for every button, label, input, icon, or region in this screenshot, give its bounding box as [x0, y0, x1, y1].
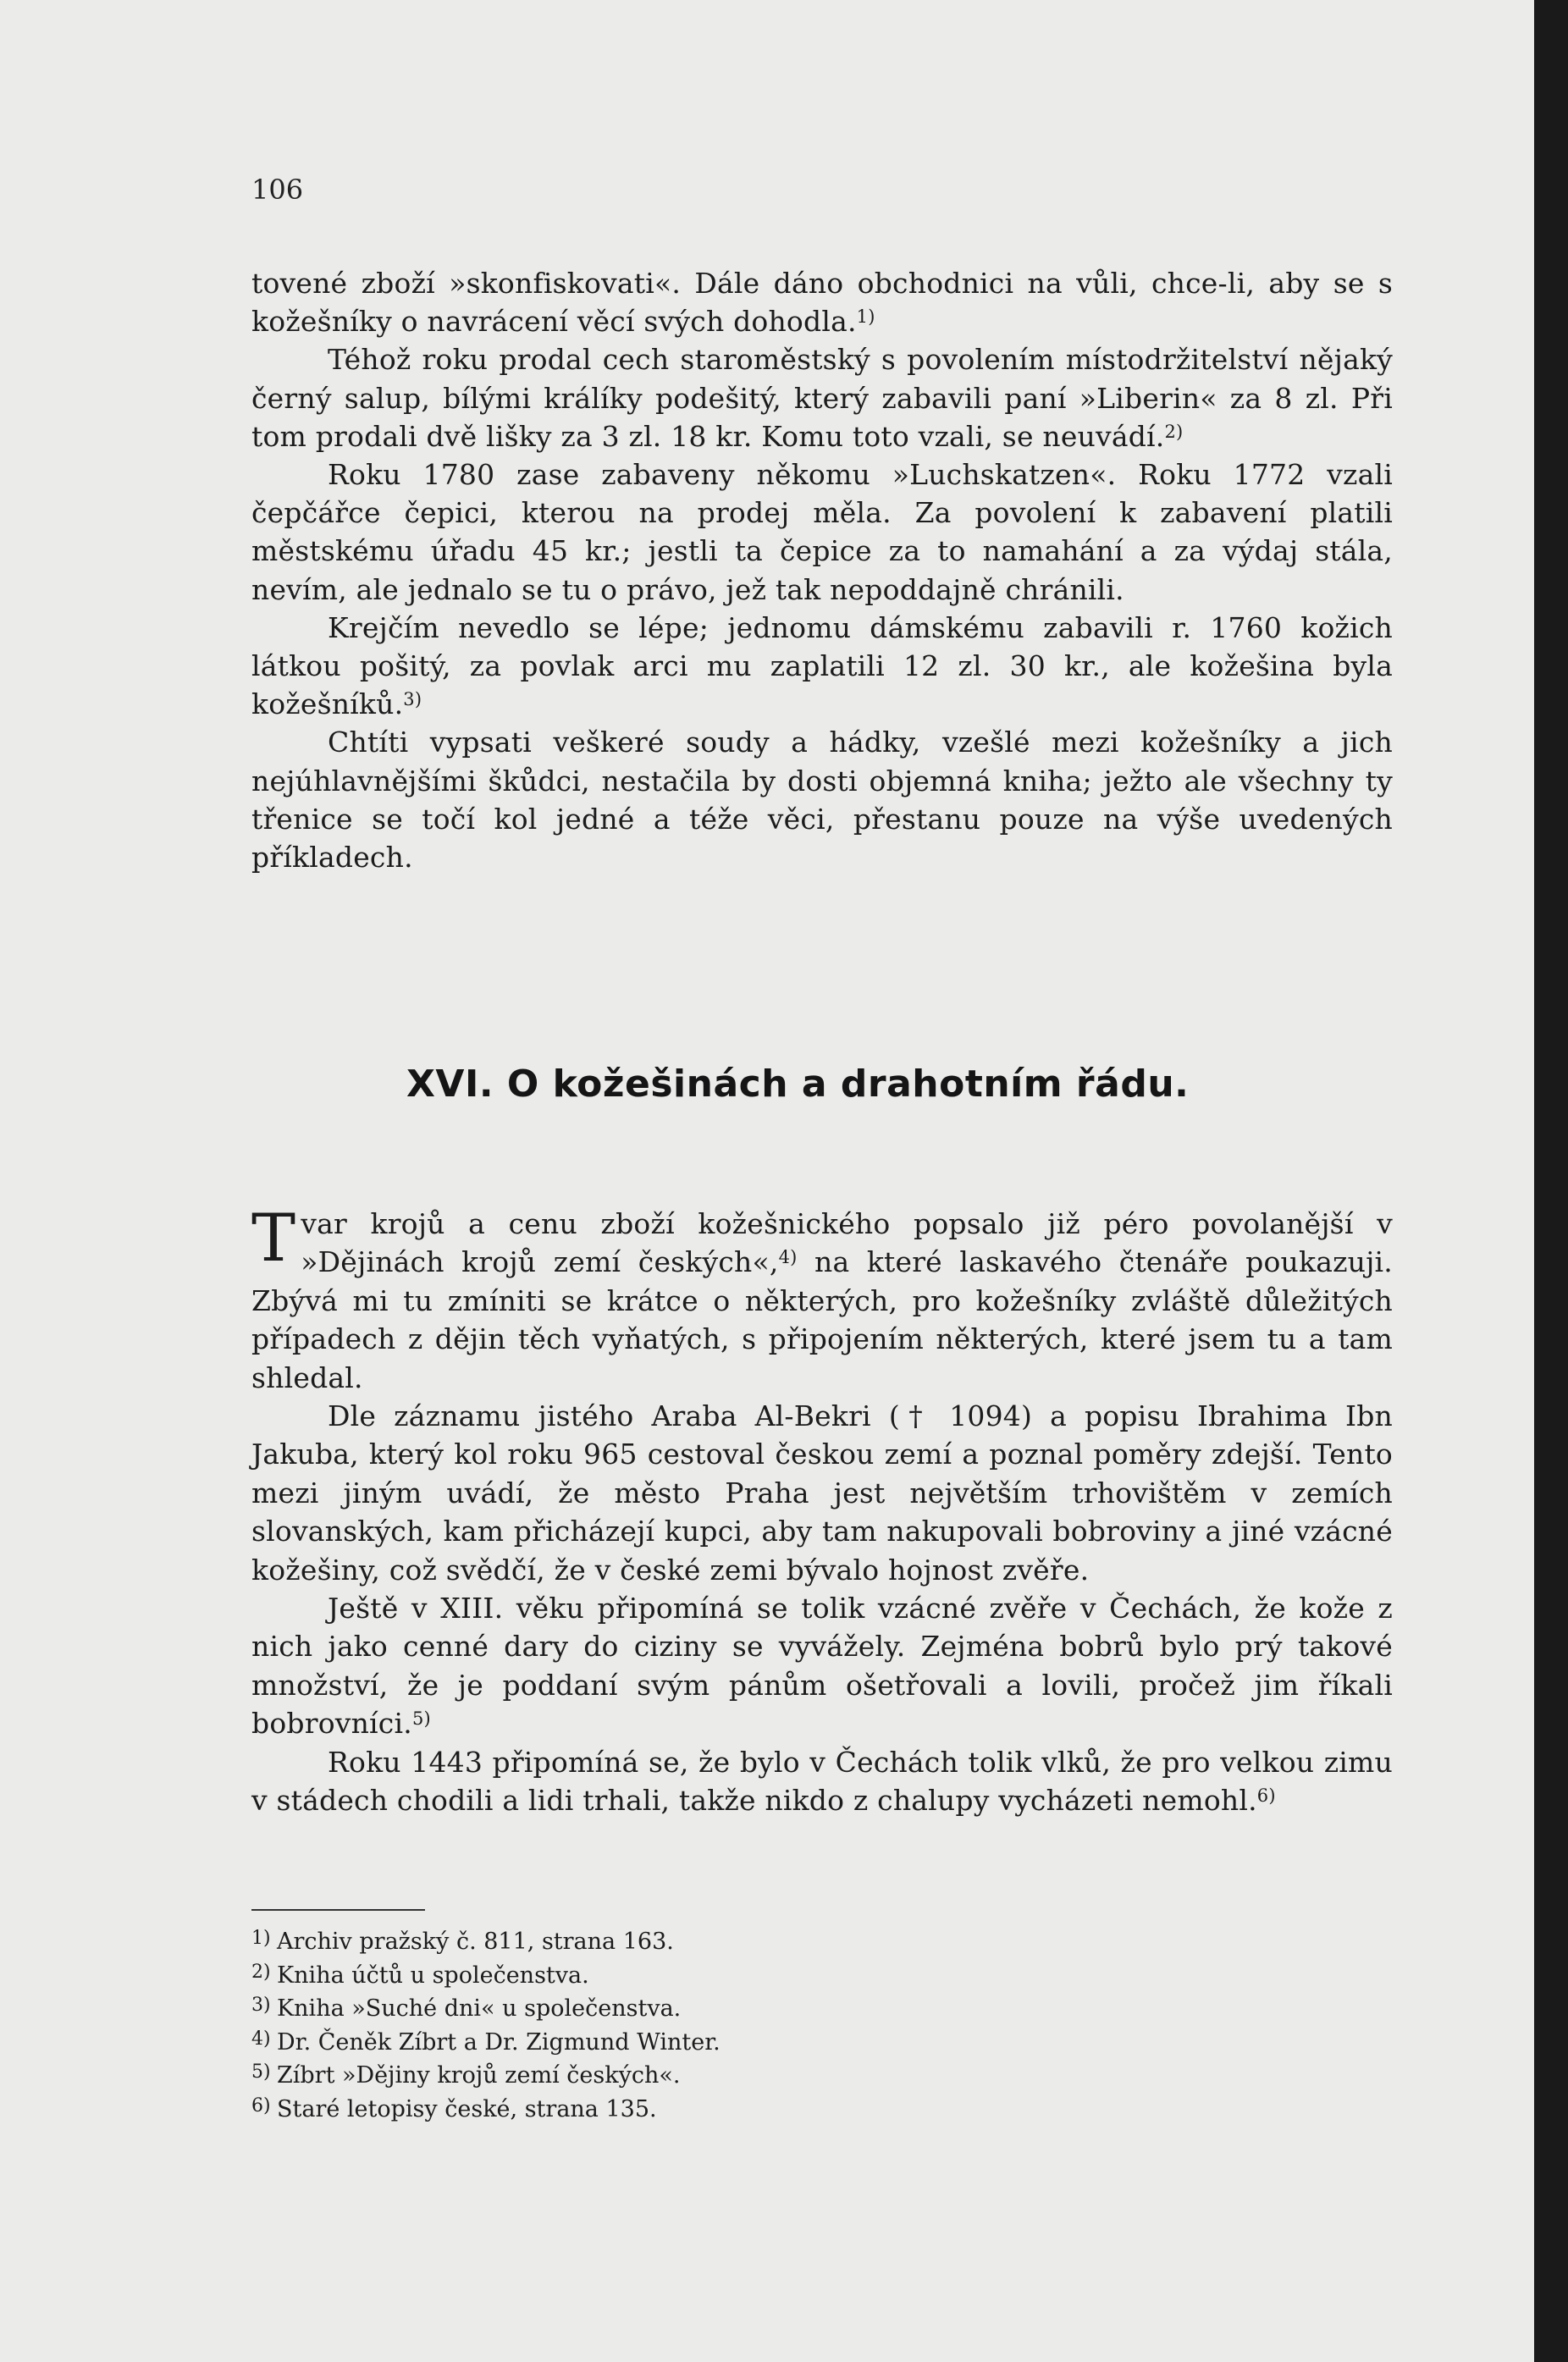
- paragraph: [251, 264, 1393, 340]
- paragraph: [251, 1743, 1393, 1820]
- paragraph-text: Téhož roku prodal cech staroměstský s povolením místodržitelství nějaký černý salup, bílými králíky podešitý, který zabavili paní »Liberin« za 8 zl. Při tom prodali dvě lišky za 3 zl. 18 kr. Komu toto vzali, se neuvádí.: [251, 343, 1393, 453]
- footnote-text: Staré letopisy české, strana 135.: [277, 2095, 657, 2122]
- footnote-text: Dr. Čeněk Zíbrt a Dr. Zigmund Winter.: [277, 2028, 721, 2056]
- footnote: [251, 1990, 1267, 2024]
- paragraph-text: Roku 1443 připomíná se, že bylo v Čechách tolik vlků, že pro velkou zimu v stádech chodili a lidi trhali, takže nikdo z chalupy vycházeti nemohl.: [251, 1745, 1393, 1818]
- page-number: 106: [251, 174, 304, 206]
- footnote-mark: 6): [251, 2094, 271, 2116]
- paragraph-text: var krojů a cenu zboží kožešnického popsalo již péro povolanější v »Dějinách krojů zemí českých«,: [301, 1207, 1393, 1279]
- paragraph: [251, 340, 1393, 455]
- chapter-text: [251, 1200, 1393, 1820]
- paragraph-text: Roku 1780 zase zabaveny někomu »Luchskatzen«. Roku 1772 vzali čepčářce čepici, kterou na prodej měla. Za povolení k zabavení platili městskému úřadu 45 kr.; jestli ta čepice za to namahání a za výdaj stála, nevím, ale jednalo se tu o právo, jež tak nepoddajně chránili.: [251, 458, 1393, 606]
- footnote: [251, 1923, 1267, 1957]
- paragraph-text: Dle záznamu jistého Araba Al-Bekri († 1094) a popisu Ibrahima Ibn Jakuba, který kol roku 965 cestoval českou zemí a poznal poměry zdejší. Tento mezi jiným uvádí, že město Praha jest největším trhovištěm v zemích slovanských, kam přicházejí kupci, aby tam nakupovali bobroviny a jiné vzácné kožešiny, což svědčí, že v české zemi bývalo hojnost zvěře.: [251, 1399, 1393, 1587]
- footnote-text: Zíbrt »Dějiny krojů zemí českých«.: [277, 2062, 681, 2089]
- paragraph-text: na které laskavého čtenáře poukazuji. Zbývá mi tu zmíniti se krátce o některých, pro kožešníky zvláště důležitých případech z dějin těch vyňatých, s připojením některých, které jsem tu a tam shledal.: [251, 1245, 1393, 1394]
- footnote-mark: 2): [251, 1961, 271, 1983]
- paragraph: [251, 723, 1393, 876]
- footnote-text: Kniha »Suché dni« u společenstva.: [277, 1995, 682, 2023]
- footnote-ref: 2): [1164, 421, 1184, 442]
- paragraph-text: tovené zboží »skonfiskovati«. Dále dáno obchodnici na vůli, chce-li, aby se s kožešníky o navrácení věcí svých dohodla.: [251, 267, 1393, 339]
- footnote-ref: 4): [778, 1247, 798, 1268]
- footnote-text: Archiv pražský č. 811, strana 163.: [277, 1929, 674, 1955]
- paragraph: [251, 455, 1393, 609]
- footnote-mark: 1): [251, 1928, 271, 1949]
- paragraph-text: Chtíti vypsati veškeré soudy a hádky, vzešlé mezi kožešníky a jich nejúhlavnějšími škůdci, nestačila by dosti objemná kniha; ježto ale všechny ty třenice se točí kol jedné a téže věci, přestanu pouze na výše uvedených příkladech.: [251, 726, 1393, 875]
- paragraph-text: Ještě v XIII. věku připomíná se tolik vzácné zvěře v Čechách, že kože z nich jako cenné dary do ciziny se vyvážely. Zejména bobrů bylo prý takové množství, že je poddaní svým pánům ošetřovali a lovili, pročež jim říkali bobrovníci.: [251, 1592, 1393, 1741]
- footnote-ref: 6): [1256, 1785, 1276, 1807]
- footnote: [251, 2024, 1267, 2058]
- footnotes: [251, 1923, 1267, 2125]
- chapter-title: XVI. O kožešinách a drahotním řádu.: [406, 1062, 1190, 1106]
- paragraph: [251, 609, 1393, 724]
- footnote: [251, 2091, 1267, 2125]
- footnote-mark: 3): [251, 1995, 271, 2017]
- footnote-ref: 3): [403, 689, 422, 710]
- footnote-ref: 5): [411, 1708, 431, 1730]
- paragraph-text: Krejčím nevedlo se lépe; jednomu dámskému zabavili r. 1760 kožich látkou pošitý, za povlak arci mu zaplatili 12 zl. 30 kr., ale kožešina byla kožešníků.: [251, 610, 1393, 721]
- footnote-mark: 4): [251, 2028, 271, 2050]
- footnote-mark: 5): [251, 2061, 271, 2083]
- drop-cap: T: [251, 1200, 296, 1277]
- footnote: [251, 2057, 1267, 2091]
- body-text: [251, 264, 1393, 876]
- paragraph: [251, 1589, 1393, 1743]
- footnote-text: Kniha účtů u společenstva.: [277, 1962, 589, 1989]
- footnote-divider: [251, 1909, 425, 1911]
- footnote-ref: 1): [856, 306, 875, 328]
- footnote: [251, 1957, 1267, 1991]
- paragraph: [251, 1397, 1393, 1589]
- paragraph: [251, 1200, 1393, 1397]
